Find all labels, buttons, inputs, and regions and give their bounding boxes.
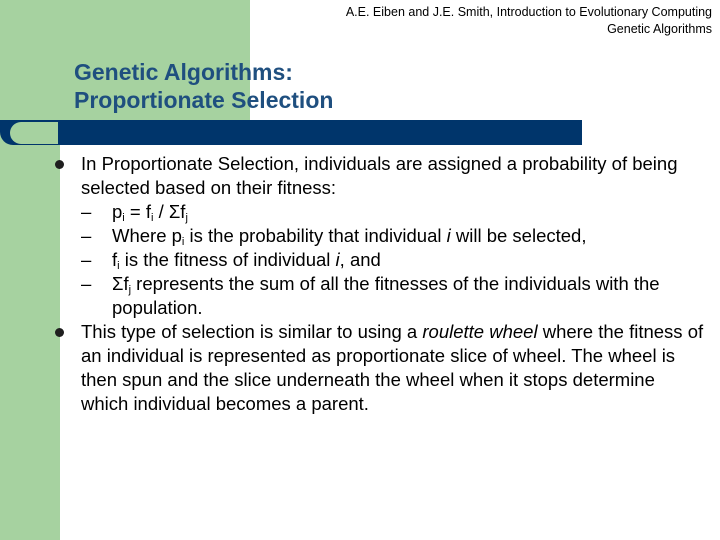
italic-var: i: [335, 249, 340, 270]
formula-sub-i: i: [150, 212, 154, 224]
bullet-item: [55, 152, 705, 320]
bullet-text: This type of selection is similar to using a: [81, 321, 423, 342]
italic-var: i: [446, 225, 451, 246]
sub-item-formula: [81, 200, 705, 224]
slide-content: [55, 152, 705, 416]
bullet-dot-icon: [55, 160, 64, 169]
header-credit-line2: Genetic Algorithms: [607, 22, 712, 36]
formula-p: p: [112, 201, 123, 222]
sub-index: i: [181, 236, 185, 248]
title-divider-bar: [0, 120, 582, 145]
sub-text: , and: [339, 249, 381, 270]
formula-sub-i: i: [122, 212, 125, 224]
dash-icon: –: [81, 225, 92, 246]
dash-icon: –: [81, 249, 92, 270]
slide-title: [74, 58, 333, 114]
header-credit-line1: A.E. Eiben and J.E. Smith, Introduction to Evolutionary Computing: [345, 5, 712, 19]
sub-text: f: [112, 249, 118, 270]
formula-eq: = f: [124, 201, 151, 222]
sigma-symbol: Σ: [112, 273, 124, 294]
sub-text: f: [123, 273, 129, 294]
dash-icon: –: [81, 201, 92, 222]
dash-icon: –: [81, 273, 92, 294]
sub-index: j: [128, 284, 132, 296]
title-bar-notch: [10, 122, 58, 144]
sigma-symbol: Σ: [168, 201, 181, 222]
formula-sep: /: [153, 201, 169, 222]
bullet-dot-icon: [55, 328, 64, 337]
sub-index: i: [117, 260, 120, 272]
sub-text: is the fitness of individual: [119, 249, 336, 270]
sub-text: is the probability that individual: [184, 225, 447, 246]
sub-item-sum: [81, 272, 705, 320]
slide-title-line2: Proportionate Selection: [74, 87, 334, 113]
sub-text: will be selected,: [450, 225, 587, 246]
sub-item-fitness: [81, 248, 705, 272]
sub-item-probability: [81, 224, 705, 248]
italic-term: roulette wheel: [422, 321, 538, 342]
bullet-text: In Proportionate Selection, individuals are assigned a probability of being selected based on their fitness:: [81, 153, 678, 198]
header-credit: [346, 4, 712, 38]
bullet-text: where the fitness of an individual is represented as proportionate slice of wheel. The wheel is then spun and the slice underneath the wheel when it stops determine which individual becomes a parent.: [81, 321, 704, 414]
formula-f: f: [180, 201, 186, 222]
bullet-item: [55, 320, 705, 416]
sub-text: represents the sum of all the fitnesses of the individuals with the population.: [112, 273, 660, 318]
formula-sub-j: j: [185, 212, 188, 224]
sub-text: Where p: [112, 225, 182, 246]
slide-title-line1: Genetic Algorithms:: [74, 59, 293, 85]
